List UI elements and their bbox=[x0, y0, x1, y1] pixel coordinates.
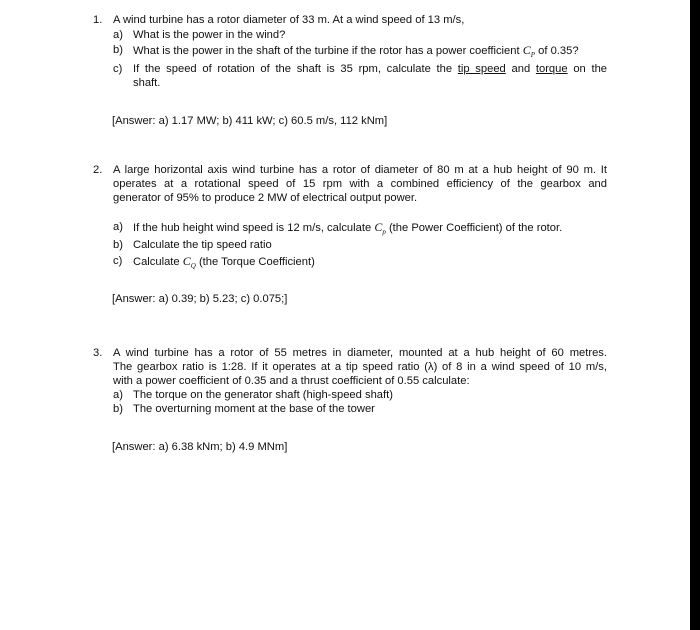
part-label: c) bbox=[113, 255, 123, 267]
part-text: What is the power in the wind? bbox=[133, 29, 286, 41]
part-text: If the speed of rotation of the shaft is 35 rpm, calculate the tip speed and torque on the bbox=[133, 63, 608, 75]
question-intro-line: The gearbox ratio is 1:28. If it operates at a tip speed ratio (λ) of 8 in a wind speed of 10 m/s, bbox=[113, 361, 607, 373]
question-intro-line: operates at a rotational speed of 15 rpm with a combined efficiency of the gearbox and bbox=[113, 178, 607, 190]
part-text-continued: shaft. bbox=[133, 77, 161, 89]
answer: [Answer: a) 6.38 kNm; b) 4.9 MNm] bbox=[112, 441, 288, 453]
right-edge-bar bbox=[690, 0, 700, 630]
part-text: Calculate $C_Q$ (the Torque Coefficient) bbox=[133, 254, 315, 270]
part-label: a) bbox=[113, 221, 123, 233]
part-text: What is the power in the shaft of the turbine if the rotor has a power coefficient $C_P$ of 0.35? bbox=[133, 43, 579, 59]
question-intro-line: with a power coefficient of 0.35 and a thrust coefficient of 0.55 calculate: bbox=[113, 375, 470, 387]
part-text: Calculate the tip speed ratio bbox=[133, 239, 272, 251]
part-text: If the hub height wind speed is 12 m/s, calculate $C_p$ (the Power Coefficient) of the rotor. bbox=[133, 220, 563, 236]
power-coefficient-symbol: $C_P$ bbox=[522, 43, 536, 59]
question-intro-line: generator of 95% to produce 2 MW of electrical output power. bbox=[113, 192, 418, 204]
part-label: b) bbox=[113, 403, 123, 415]
question-number: 1. bbox=[93, 14, 103, 26]
part-label: b) bbox=[113, 44, 123, 56]
power-coefficient-symbol: $C_p$ bbox=[374, 220, 386, 236]
part-label: a) bbox=[113, 389, 123, 401]
question-intro-line: A large horizontal axis wind turbine has a rotor of diameter of 80 m at a hub height of 90 m. It bbox=[113, 164, 607, 176]
part-label: b) bbox=[113, 239, 123, 251]
question-number: 2. bbox=[93, 164, 103, 176]
answer: [Answer: a) 1.17 MW; b) 411 kW; c) 60.5 m/s, 112 kNm] bbox=[112, 115, 388, 127]
torque-coefficient-symbol: $C_Q$ bbox=[182, 254, 196, 270]
question-number: 3. bbox=[93, 347, 103, 359]
question-intro: A wind turbine has a rotor diameter of 33 m. At a wind speed of 13 m/s, bbox=[113, 14, 465, 26]
part-text: The torque on the generator shaft (high-speed shaft) bbox=[133, 389, 393, 401]
answer: [Answer: a) 0.39; b) 5.23; c) 0.075;] bbox=[112, 293, 288, 305]
question-intro-line: A wind turbine has a rotor of 55 metres in diameter, mounted at a hub height of 60 metres. bbox=[113, 347, 607, 359]
part-label: a) bbox=[113, 29, 123, 41]
part-text: The overturning moment at the base of the tower bbox=[133, 403, 375, 415]
part-label: c) bbox=[113, 63, 123, 75]
